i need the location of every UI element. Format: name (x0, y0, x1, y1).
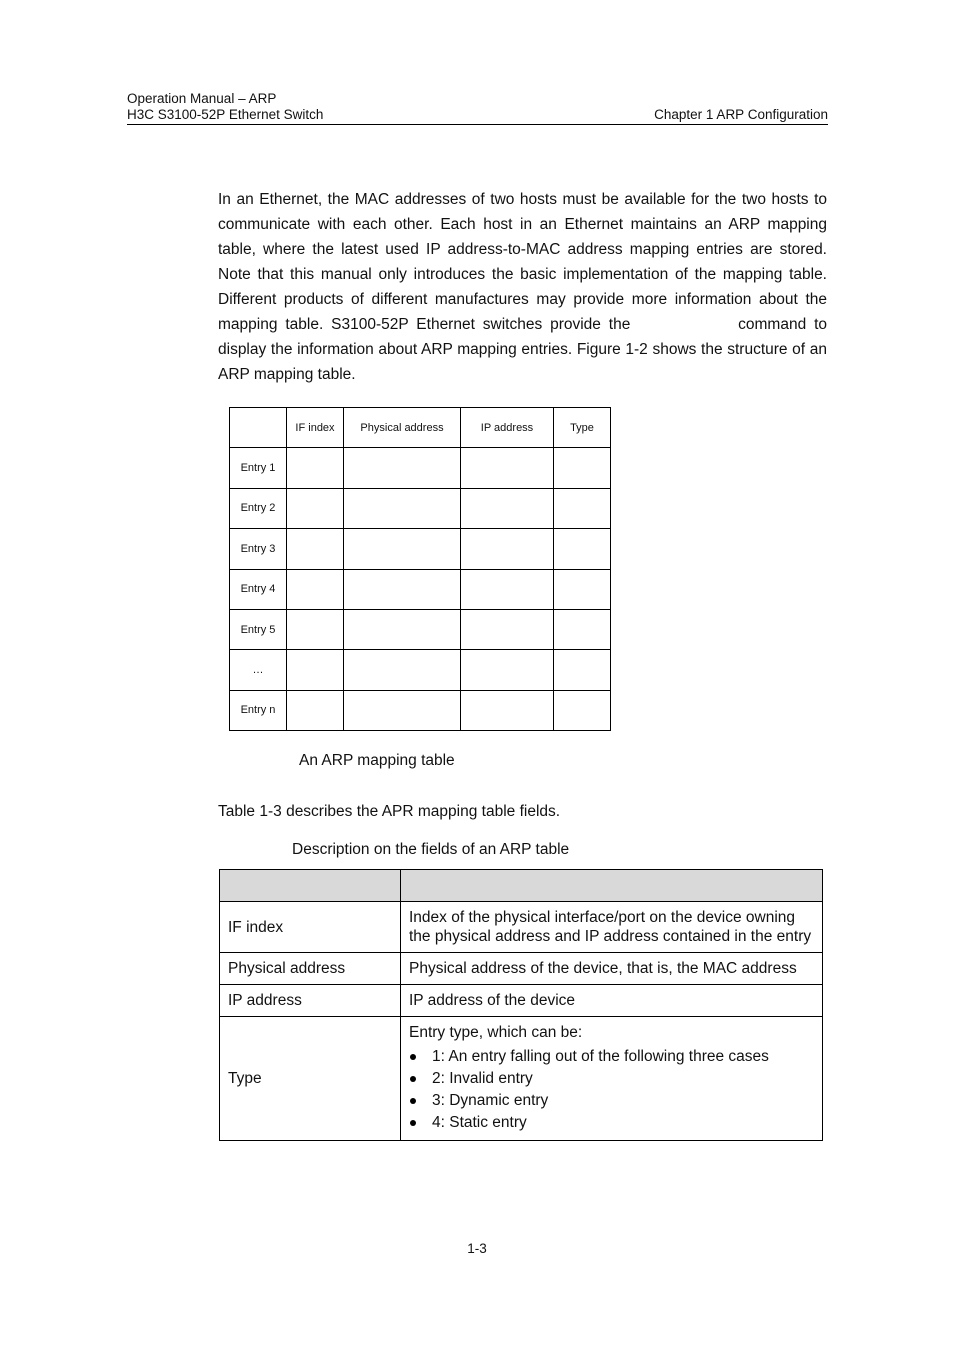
intro-text-before-command: In an Ethernet, the MAC addresses of two hosts must be available for the two hosts to communicate with each other. Each host in an Ethernet maintains an ARP mapping table, where the latest used IP address-to-MAC address mapping entries are stored. Note that this manual only introduces the basic implementation of the mapping table. Different products of different manufactures may provide more information about the mapping table. S3100-52P Ethernet switches provide the (218, 191, 827, 333)
list-item: 4: Static entry (409, 1112, 814, 1134)
field-name: Type (220, 1017, 401, 1141)
entry-label: Entry 1 (230, 448, 287, 488)
field-description-table (219, 869, 823, 1141)
table-row (220, 902, 823, 953)
table-row (220, 985, 823, 1017)
manual-title: Operation Manual – ARP (127, 91, 277, 106)
chapter-title: Chapter 1 ARP Configuration (654, 107, 828, 122)
figure-entry-row (230, 609, 611, 649)
list-item: 2: Invalid entry (409, 1068, 814, 1090)
bullet-icon (410, 1054, 416, 1060)
entry-label: Entry 3 (230, 529, 287, 569)
header-rule (127, 124, 828, 125)
figure-header-cell (230, 408, 287, 448)
product-name: H3C S3100-52P Ethernet Switch (127, 107, 324, 122)
entry-label: Entry n (230, 690, 287, 730)
arp-mapping-figure (229, 407, 611, 731)
field-name: Physical address (220, 953, 401, 985)
table-header-cell (220, 870, 401, 902)
figure-entry-row (230, 690, 611, 730)
field-description: Physical address of the device, that is, the MAC address (401, 953, 823, 985)
figure-header-cell: IF index (287, 408, 344, 448)
figure-entry-row (230, 448, 611, 488)
field-description: Index of the physical interface/port on the device owning the physical address and IP address contained in the entry (401, 902, 823, 953)
type-intro: Entry type, which can be: (409, 1024, 583, 1041)
figure-header-cell: IP address (461, 408, 554, 448)
figure-header-cell: Physical address (344, 408, 461, 448)
bullet-icon (410, 1120, 416, 1126)
figure-entry-row (230, 569, 611, 609)
table-header-cell (401, 870, 823, 902)
figure-entry-row (230, 650, 611, 690)
running-header-left (127, 91, 323, 123)
intro-paragraph (218, 187, 827, 387)
field-description (401, 1017, 823, 1141)
bullet-icon (410, 1076, 416, 1082)
field-name: IP address (220, 985, 401, 1017)
figure-entry-row (230, 488, 611, 528)
table-header-row (220, 870, 823, 902)
field-name: IF index (220, 902, 401, 953)
intro-text-after-command: command to display the information about ARP mapping entries. Figure 1-2 shows the structure of an ARP mapping table. (218, 316, 828, 383)
table-row (220, 1017, 823, 1141)
field-description: IP address of the device (401, 985, 823, 1017)
table-row (220, 953, 823, 985)
list-item: 3: Dynamic entry (409, 1090, 814, 1112)
entry-label: Entry 2 (230, 488, 287, 528)
entry-label: Entry 4 (230, 569, 287, 609)
table-caption: Description on the fields of an ARP table (292, 841, 570, 858)
page-number: 1-3 (467, 1241, 487, 1256)
bullet-icon (410, 1098, 416, 1104)
entry-label: Entry 5 (230, 609, 287, 649)
entry-label: … (230, 650, 287, 690)
figure-header-row (230, 408, 611, 448)
figure-header-cell: Type (554, 408, 611, 448)
figure-caption: An ARP mapping table (299, 752, 455, 769)
type-list (409, 1046, 814, 1134)
list-item: 1: An entry falling out of the following three cases (409, 1046, 814, 1068)
figure-entry-row (230, 529, 611, 569)
table-lead-in: Table 1-3 describes the APR mapping table fields. (218, 803, 561, 820)
